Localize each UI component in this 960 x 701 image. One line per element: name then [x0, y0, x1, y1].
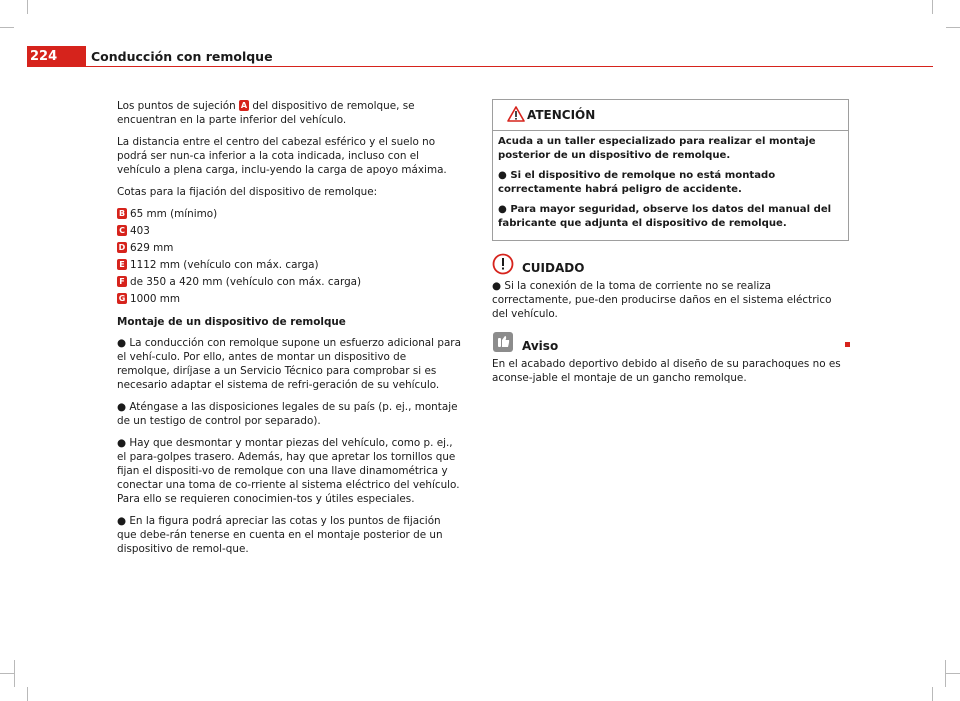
dimension-value: 629 mm [130, 242, 174, 254]
right-column [492, 99, 848, 393]
intro-paragraph [117, 99, 462, 127]
distance-paragraph: La distancia entre el centro del cabezal esférico y el suelo no podrá ser nun-ca inferior a la cota indicada, incluso con el vehículo a plena carga, inclu-yendo la carga de apoyo máxima. [117, 136, 447, 176]
warning-line: ● Si el dispositivo de remolque no está montado correctamente habrá peligro de accidente. [498, 170, 776, 195]
dimension-marker: F [117, 276, 127, 287]
dimension-marker: B [118, 209, 126, 218]
header-rule [86, 66, 933, 67]
dimension-row [117, 292, 462, 309]
warning-box [492, 99, 849, 241]
warning-line: Acuda a un taller especializado para realizar el montaje posterior de un dispositivo de remolque. [498, 136, 816, 161]
dimension-value: 1112 mm (vehículo con máx. carga) [130, 259, 319, 271]
bullet-item: ● La conducción con remolque supone un esfuerzo adicional para el vehí-culo. Por ello, antes de montar un dispositivo de remolque, diríjase a un Servicio Técnico para comprobar si es necesario adaptar el sistema de refri-geración de su vehículo. [117, 337, 461, 391]
crop-mark [932, 687, 933, 701]
dimension-value: 403 [130, 225, 150, 237]
note-text: En el acabado deportivo debido al diseño de su parachoques no es aconse-jable el montaje de un gancho remolque. [492, 358, 841, 384]
marker-a: A [240, 101, 248, 110]
note-section [492, 331, 848, 385]
note-icon [492, 331, 514, 353]
crop-mark [27, 0, 28, 14]
crop-mark [27, 687, 28, 701]
bullet-item: ● Hay que desmontar y montar piezas del vehículo, como p. ej., el para-golpes trasero. Además, hay que apretar los tornillos que fijan el dispositi-vo de remolque con una llave dinamométrica y conectar una toma de co-rriente al sistema eléctrico del vehículo. Para ello se requieren conocimien-tos y útiles especiales. [117, 437, 460, 505]
caution-title: CUIDADO [522, 261, 585, 275]
warning-body [493, 131, 848, 240]
dimension-marker: C [117, 225, 127, 236]
dimension-value: 1000 mm [130, 293, 180, 305]
bullet-item: ● Aténgase a las disposiciones legales de su país (p. ej., montaje de un testigo de control por separado). [117, 401, 458, 427]
chapter-title: Conducción con remolque [91, 49, 273, 64]
left-column [117, 99, 462, 564]
end-of-section-marker [845, 342, 850, 347]
crop-mark [0, 673, 14, 674]
dimension-list [117, 207, 462, 309]
dimension-marker: D [118, 243, 126, 252]
dimension-marker: E [117, 259, 127, 270]
mount-heading: Montaje de un dispositivo de remolque [117, 316, 346, 328]
dimension-value: de 350 a 420 mm (vehículo con máx. carga) [130, 276, 362, 288]
caution-header [492, 253, 848, 279]
crop-mark [0, 27, 14, 28]
dimension-row [117, 207, 462, 224]
dimension-row [117, 275, 462, 292]
dimension-row [117, 241, 462, 258]
dimension-row [117, 224, 462, 241]
dimension-value: 65 mm (mínimo) [130, 208, 218, 220]
crop-mark [945, 660, 946, 687]
note-title: Aviso [522, 339, 559, 353]
crop-mark [946, 27, 960, 28]
page-number: 224 [27, 46, 86, 67]
dimension-marker: G [118, 294, 126, 303]
note-header [492, 331, 848, 357]
caution-text: ● Si la conexión de la toma de corriente no se realiza correctamente, pue-den producirse daños en el sistema eléctrico del vehículo. [492, 280, 832, 320]
bullet-item: ● En la figura podrá apreciar las cotas y los puntos de fijación que debe-rán tenerse en cuenta en el montaje posterior de un dispositivo de remol-que. [117, 515, 443, 555]
warning-header [493, 100, 848, 131]
caution-icon [492, 253, 514, 275]
dims-intro: Cotas para la fijación del dispositivo de remolque: [117, 186, 378, 198]
intro-text: Los puntos de sujeción [117, 100, 240, 112]
crop-mark [932, 0, 933, 14]
crop-mark [14, 660, 15, 687]
warning-triangle-icon [507, 106, 525, 122]
warning-title: ATENCIÓN [527, 108, 596, 122]
caution-section [492, 253, 848, 321]
dimension-row [117, 258, 462, 275]
warning-line: ● Para mayor seguridad, observe los datos del manual del fabricante que adjunta el dispositivo de remolque. [498, 204, 832, 229]
crop-mark [946, 673, 960, 674]
page-header [27, 46, 933, 67]
intro-text-rest: del dispositivo de remolque, se encuentran en la parte inferior del vehículo. [117, 100, 415, 126]
